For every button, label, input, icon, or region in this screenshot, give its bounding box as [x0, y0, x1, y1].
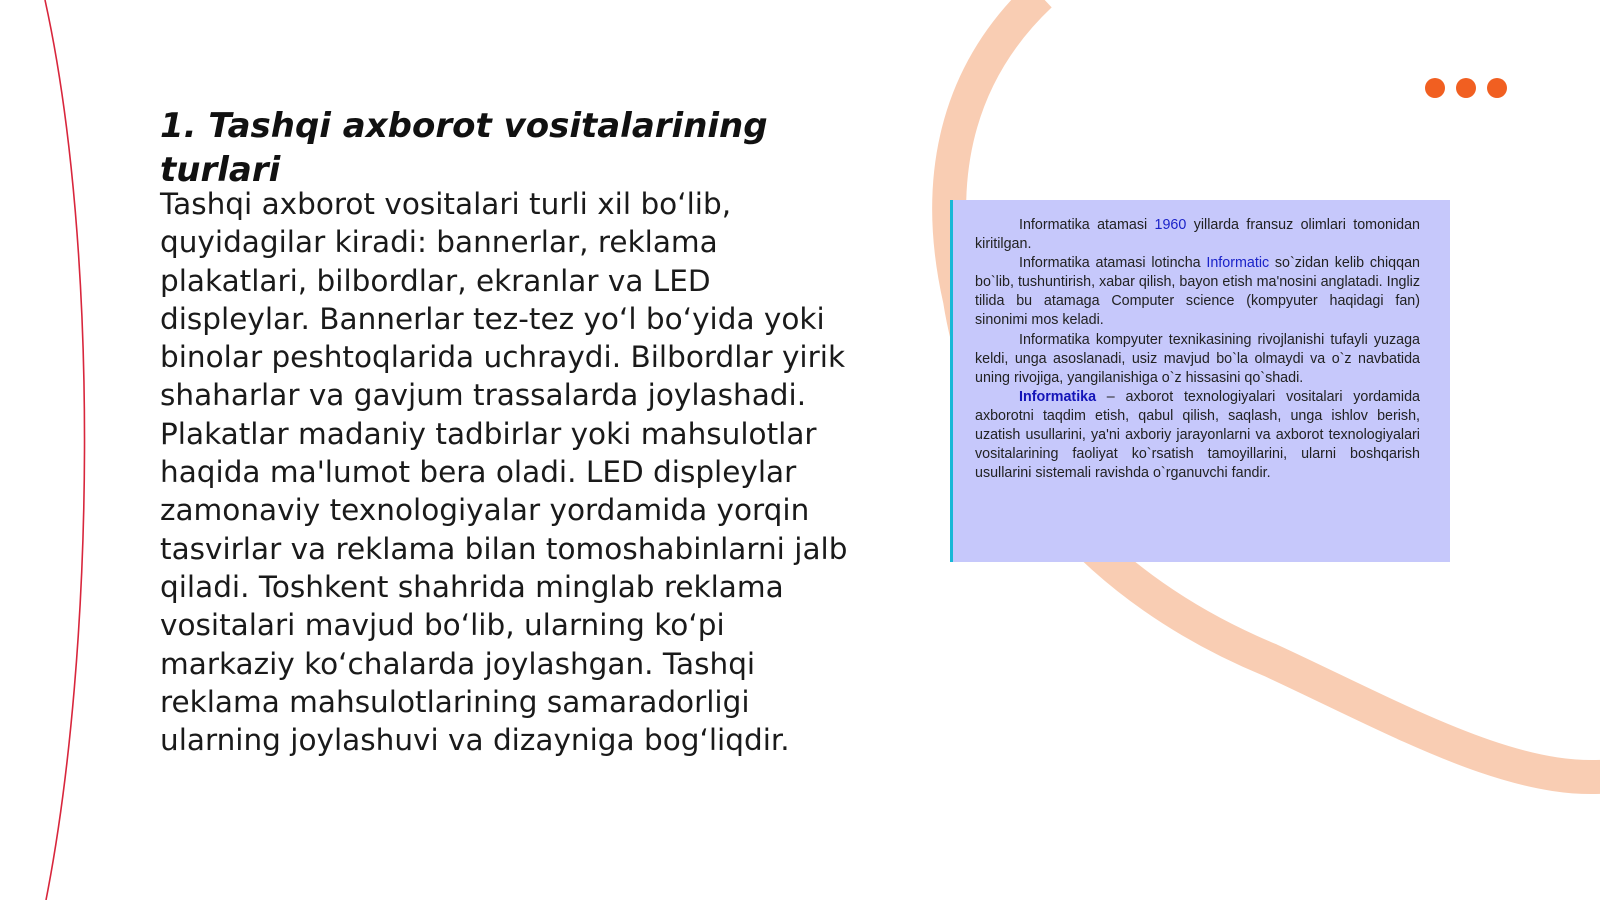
dot-icon — [1425, 78, 1445, 98]
decorative-dots — [1425, 78, 1507, 98]
term-highlight: Informatic — [1206, 255, 1270, 272]
definition-term: Informatika — [1019, 388, 1097, 405]
year-highlight: 1960 — [1154, 217, 1187, 233]
info-paragraph-4: Informatika – axborot texnologiyalari vositalari yordamida axborotni taqdim etish, qabul qilish, saqlash, unga ishlov berish, uzatish usullarini, ya'ni axboriy jarayonlarni va axborot texnologiyalari vositalarining faoliyat ko`rsatish tamoyillarini, ularni boshqarish usullarini sistemali ravishda o`rganuvchi fandir. — [975, 388, 1420, 482]
left-border-curve — [45, 0, 85, 900]
info-paragraph-2: Informatika atamasi lotincha Informatic so`zidan kelib chiqqan bo`lib, tushuntirish, xabar qilish, bayon etish ma'nosini anglatadi. Ingliz tilida bu atamaga Computer science (kompyuter haqidagi fan) sinonimi mos keladi. — [975, 255, 1420, 329]
info-image-box — [950, 200, 1450, 562]
slide-body-text: Tashqi axborot vositalari turli xil bo‘lib, quyidagilar kiradi: bannerlar, reklama plakatlari, bilbordlar, ekranlar va LED displeylar. Bannerlar tez-tez yo‘l bo‘yida yoki binolar peshtoqlarida uchraydi. Bilbordlar yirik shaharlar va gavjum trassalarda joylashadi. Plakatlar madaniy tadbirlar yoki mahsulotlar haqida ma'lumot bera oladi. LED displeylar zamonaviy texnologiyalar yordamida yorqin tasvirlar va reklama bilan tomoshabinlarni jalb qiladi. Toshkent shahrida minglab reklama vositalari mavjud bo‘lib, ularning ko‘pi markaziy ko‘chalarda joylashgan. Tashqi reklama mahsulotlarining samaradorligi ularning joylashuvi va dizayniga bog‘liqdir. — [160, 187, 848, 758]
info-paragraph-1: Informatika atamasi 1960 yillarda fransuz olimlari tomonidan kiritilgan. — [975, 217, 1420, 253]
dot-icon — [1456, 78, 1476, 98]
slide-title: 1. Tashqi axborot vositalarining turlari — [160, 106, 768, 190]
dot-icon — [1487, 78, 1507, 98]
info-paragraph-3: Informatika kompyuter texnikasining rivojlanishi tufayli yuzaga keldi, unga asoslanadi, usiz mavjud bo`la olmaydi va o`z navbatida uning rivojiga, yangilanishiga o`z hissasini qo`shadi. — [975, 331, 1420, 386]
